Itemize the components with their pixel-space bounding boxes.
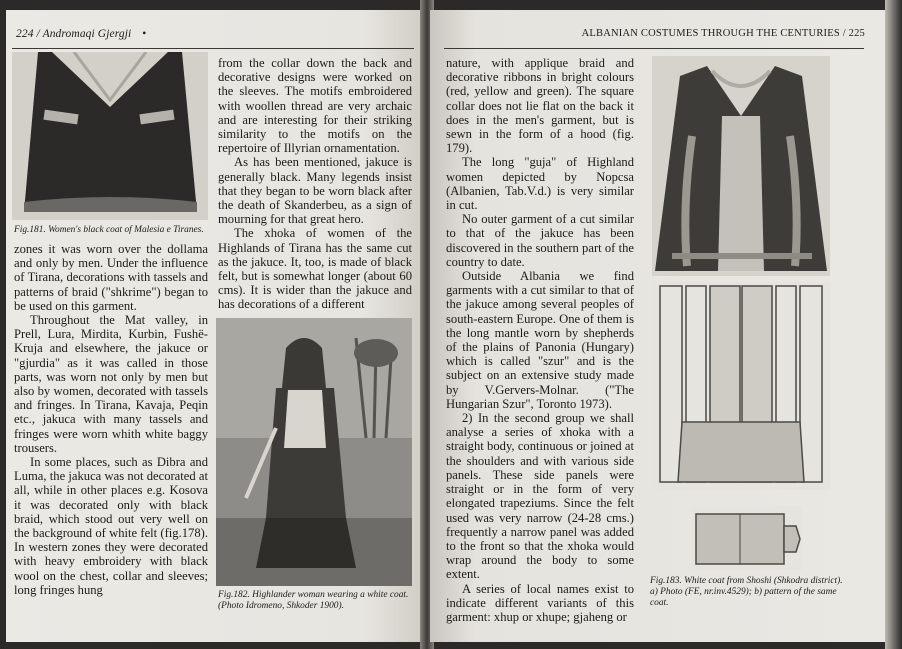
right-page <box>430 10 885 642</box>
paragraph: zones it was worn over the dollama and only by men. Under the influence of Tirana, decorations with tassels and patterns of braid ("shkrime") began to be used on this garment. <box>14 242 208 313</box>
figure-181-photo <box>12 52 208 220</box>
left-page <box>6 10 426 642</box>
caption-line: Fig.183. White coat from Shoshi (Shkodra district). <box>650 576 843 586</box>
paragraph: Throughout the Mat valley, in Prell, Lura, Mirdita, Kurbin, Fushë-Kruja and elsewhere, the jakuce or "gjurdia" as it was called in those parts, was worn not only by men but also by women, decorated with tassels and fringes. In Tirana, Kavaja, Peqin etc., jakuca with many tassels and fringes were worn whith white baggy trousers. <box>14 313 208 455</box>
left-header-rule <box>12 48 414 49</box>
figure-183b-pattern <box>652 282 830 490</box>
paragraph: Outside Albania we find garments with a cut similar to that of the jakuce among several peoples of south-eastern Europe. One of them is the long mantle worn by shepherds of the plains of Panonia (Hungary) which is called "szur" and is the subject on an extensive study made by V.Gervers-Molnar. ("The Hungarian Szur", Toronto 1973). <box>446 269 634 411</box>
paragraph: nature, with applique braid and decorative ribbons in bright colours (red, yellow and green). The square collar does not lie flat on the back it does in the men's garment, but is sewn in the form of a hood (fig. 179). <box>446 56 634 156</box>
paragraph: The xhoka of women of the Highlands of Tirana has the same cut as the jakuce. It, too, is made of black felt, but is somewhat longer (about 60 cms). It is wider than the jakuce and has decorations of a different <box>218 226 412 312</box>
left-header-text: 224 / Andromaqi Gjergji <box>16 28 132 40</box>
figure-182-caption: Fig.182. Highlander woman wearing a white coat. (Photo Idromeno, Shkoder 1900). <box>218 590 409 611</box>
caption-line: a) Photo (FE, nr.inv.4529); b) pattern of the same <box>650 587 837 597</box>
paragraph: 2) In the second group we shall analyse a series of xhoka with a straight body, continuous or joined at the shoulders and with various side panels. These side panels were straight or in the form of very elongated trapeziums. Since the felt used was very narrow (24-28 cms.) frequently a narrow panel was added to the front so that the xhoka would wrap around the body to some extent. <box>446 411 634 582</box>
right-header-rule <box>444 48 864 49</box>
right-running-header: ALBANIAN COSTUMES THROUGH THE CENTURIES / 225 <box>581 28 865 39</box>
paragraph: In some places, such as Dibra and Luma, the jakuca was not decorated at all, while in other places e.g. Kosova it was decorated only with black braid, which stood out very well on the background of white felt (fig.178). In western zones they were decorated with heavy embroidery with black wool on the chest, collar and sleeves; long fringes hung <box>14 455 208 597</box>
figure-182-photo <box>216 318 412 586</box>
paragraph: from the collar down the back and decorative designs were worked on the sleeves. The motifs embroidered with woollen thread are very archaic and are interesting for their striking similarity to the motifs on the repertoire of Illyrian ornamentation. <box>218 56 412 156</box>
page-edge <box>885 0 902 649</box>
paragraph: No outer garment of a cut similar to that of the jakuce has been discovered in the southern part of the country to date. <box>446 212 634 269</box>
paragraph: The long "guja" of Highland women depicted by Nopcsa (Albanien, Tab.V.d.) is very similar in cut. <box>446 155 634 213</box>
figure-183a-photo <box>652 56 830 276</box>
left-header-mark: • <box>142 28 147 40</box>
left-column-2 <box>218 56 412 312</box>
right-column-1 <box>446 56 634 624</box>
left-column-1 <box>14 242 208 597</box>
caption-line: coat. <box>650 598 669 608</box>
figure-183-caption <box>650 576 870 609</box>
left-running-header <box>16 28 146 40</box>
paragraph: As has been mentioned, jakuce is generally black. Many legends insist that they began to be worn black after the death of Skanderbeu, as a sign of mourning for that great hero. <box>218 155 412 227</box>
figure-181-caption: Fig.181. Women's black coat of Malesia e Tiranes. <box>14 225 204 235</box>
paragraph: A series of local names exist to indicate different variants of this garment: xhup or xhupe; gjaheng or <box>446 581 634 624</box>
figure-183b-sleeve-piece <box>692 506 802 570</box>
